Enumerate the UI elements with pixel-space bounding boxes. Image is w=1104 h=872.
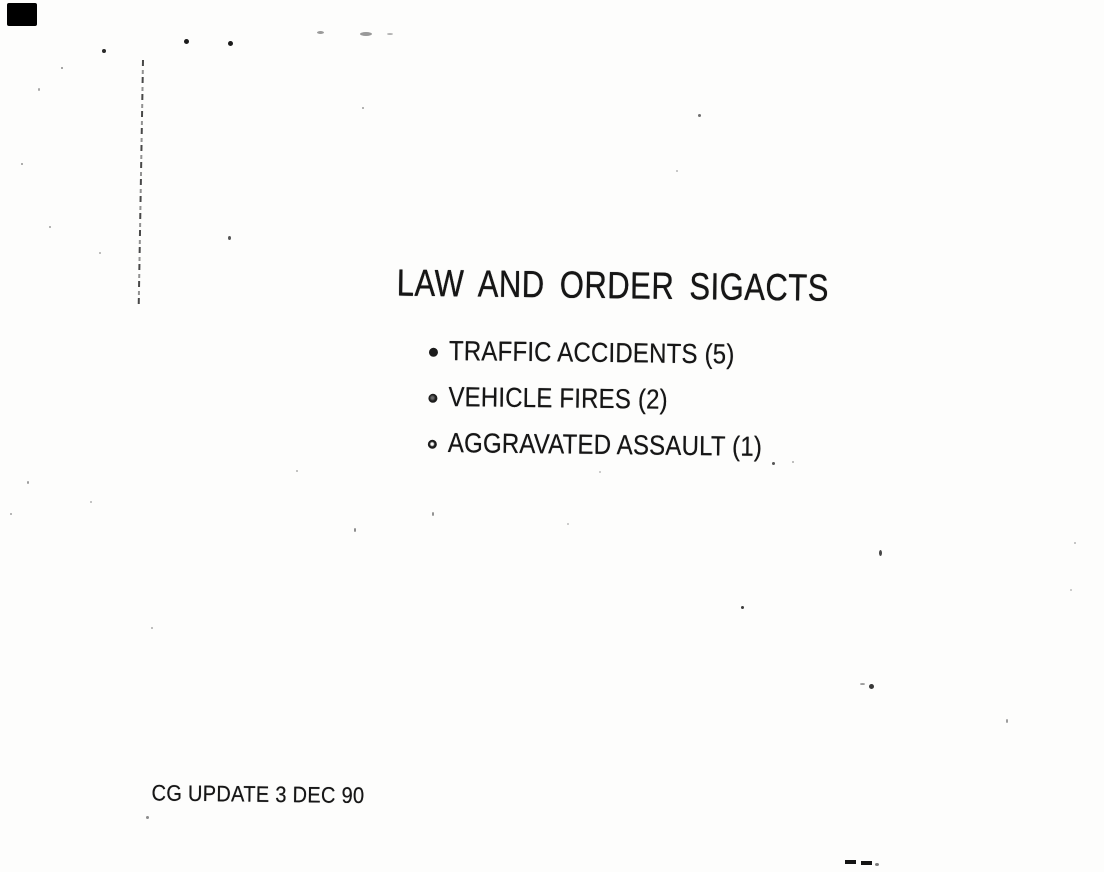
bullet-list bbox=[428, 329, 764, 471]
scan-speck bbox=[362, 107, 364, 109]
scan-speck bbox=[741, 606, 744, 609]
scan-speck bbox=[228, 236, 231, 240]
scan-speck bbox=[567, 523, 569, 525]
scan-speck bbox=[676, 170, 678, 172]
scan-speck bbox=[21, 163, 23, 165]
scan-speck bbox=[360, 32, 372, 36]
scan-speck bbox=[317, 31, 324, 34]
scan-speck bbox=[698, 114, 701, 117]
bullet-label: TRAFFIC ACCIDENTS (5) bbox=[448, 335, 735, 371]
scan-speck bbox=[228, 41, 233, 46]
corner-scan-artifact bbox=[7, 3, 37, 26]
scan-speck bbox=[184, 39, 189, 44]
bullet-icon bbox=[428, 439, 437, 448]
scan-speck bbox=[354, 528, 356, 532]
scan-speck bbox=[90, 501, 92, 503]
scan-speck bbox=[1006, 719, 1008, 723]
scan-speck bbox=[432, 512, 434, 516]
scan-speck bbox=[38, 88, 40, 91]
scan-speck bbox=[875, 863, 879, 866]
scan-speck bbox=[792, 461, 794, 463]
scan-speck bbox=[296, 470, 298, 472]
bullet-item bbox=[428, 375, 763, 425]
bullet-label: VEHICLE FIRES (2) bbox=[448, 381, 669, 416]
bullet-icon bbox=[429, 347, 438, 356]
scan-speck bbox=[151, 627, 153, 629]
scan-speck bbox=[1074, 542, 1076, 544]
scan-speck bbox=[387, 33, 393, 35]
scan-speck bbox=[599, 471, 601, 473]
scan-dash bbox=[845, 860, 856, 864]
scan-speck bbox=[879, 550, 882, 556]
bullet-icon bbox=[428, 393, 437, 402]
scan-speck bbox=[99, 252, 101, 254]
bullet-item bbox=[428, 421, 763, 471]
scan-speck bbox=[860, 683, 865, 685]
footer-caption: CG UPDATE 3 DEC 90 bbox=[151, 781, 365, 809]
slide-title: LAW AND ORDER SIGACTS bbox=[396, 261, 830, 310]
scan-speck bbox=[10, 513, 12, 515]
bullet-item bbox=[429, 329, 764, 379]
scan-speck bbox=[869, 684, 874, 689]
bullet-label: AGGRAVATED ASSAULT (1) bbox=[447, 427, 763, 463]
scan-speck bbox=[27, 481, 29, 484]
scan-speck bbox=[1070, 589, 1072, 591]
scan-speck bbox=[146, 816, 149, 819]
scan-speck bbox=[61, 67, 63, 69]
scan-speck bbox=[49, 226, 51, 228]
scan-speck bbox=[102, 49, 106, 53]
scan-dash bbox=[861, 861, 872, 865]
scan-speck bbox=[772, 462, 775, 465]
